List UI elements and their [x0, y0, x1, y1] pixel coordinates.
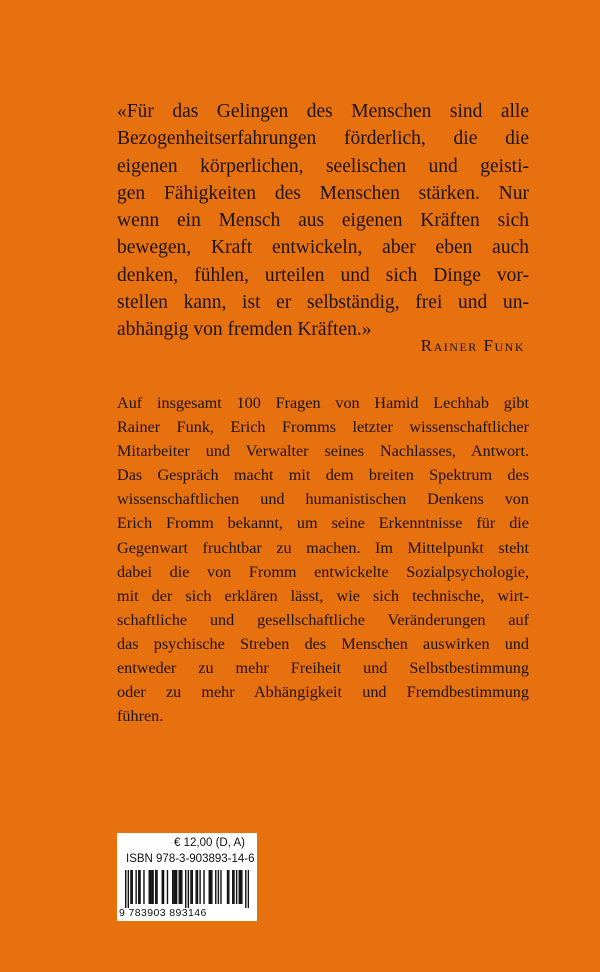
barcode-bar	[128, 870, 129, 908]
barcode-bar	[215, 870, 216, 904]
isbn-label: ISBN 978-3-903893-14-6	[126, 853, 255, 865]
barcode-bar	[195, 870, 196, 904]
barcode-bar	[176, 870, 177, 904]
blurb-line: mit der sich erklären lässt, wie sich technische, wirt-	[117, 586, 529, 605]
blurb-line: schaftliche und gesellschaftliche Veränderungen auf	[117, 610, 529, 629]
quote-line: Bezogenheitserfahrungen förderlich, die die	[117, 128, 529, 150]
barcode-bar	[236, 870, 237, 904]
barcode-bar	[227, 870, 228, 904]
barcode-bar	[125, 870, 126, 908]
blurb-line: das psychische Streben des Menschen auswirken und	[117, 634, 529, 653]
blurb-line: Gegenwart fruchtbar zu machen. Im Mittelpunkt steht	[117, 538, 529, 557]
barcode-bar	[203, 870, 204, 904]
barcode-bar	[152, 870, 153, 904]
quote-block	[117, 98, 529, 344]
barcode-bar	[148, 870, 149, 904]
barcode-bar	[210, 870, 211, 904]
barcode-bar	[248, 870, 249, 908]
quote-line: gen Fähigkeiten des Menschen stärken. Nur	[117, 182, 529, 204]
blurb-line: dabei die von Fromm entwickelte Sozialpsychologie,	[117, 562, 529, 581]
barcode-bar	[211, 870, 212, 904]
barcode-bar	[138, 870, 139, 904]
quote-line: denken, fühlen, urteilen und sich Dinge vor-	[117, 264, 529, 286]
quote-line: abhängig von fremden Kräften.»	[117, 319, 372, 341]
quote-line: bewegen, Kraft entwickeln, aber eben auch	[117, 237, 529, 259]
barcode-bar	[218, 870, 219, 904]
blurb-line: Das Gespräch macht mit dem breiten Spektrum des	[117, 466, 529, 485]
barcode-bar	[245, 870, 246, 908]
blurb-line: Mitarbeiter und Verwalter seines Nachlasses, Antwort.	[117, 442, 529, 461]
barcode-bar	[179, 870, 180, 904]
blurb-line: wissenschaftlichen und humanistischen Denkens von	[117, 490, 529, 509]
barcode-bars	[125, 870, 249, 908]
quote-author: Rainer Funk	[420, 336, 525, 355]
barcode-bar	[175, 870, 176, 904]
blurb-line: oder zu mehr Abhängigkeit und Fremdbestimmung	[117, 683, 529, 702]
barcode-bar	[192, 870, 193, 904]
barcode-bar	[228, 870, 229, 904]
barcode-bar	[209, 870, 210, 904]
barcode-bar	[181, 870, 182, 904]
barcode-bar	[151, 870, 152, 904]
barcode-bar	[188, 870, 189, 908]
barcode-bar	[239, 870, 240, 904]
barcode-bar	[172, 870, 173, 904]
blurb-line: entweder zu mehr Freiheit und Selbstbestimmung	[117, 659, 529, 678]
blurb-line: Rainer Funk, Erich Fromms letzter wissenschaftlicher	[117, 418, 529, 437]
barcode-bar	[167, 870, 168, 904]
barcode-digits: 9 783903 893146	[119, 907, 207, 919]
barcode-bar	[155, 870, 156, 904]
barcode-label	[117, 833, 257, 921]
barcode-bar	[135, 870, 136, 904]
barcode-bar	[185, 870, 186, 908]
barcode-bar	[232, 870, 233, 904]
barcode-bar	[132, 870, 133, 904]
barcode-bar	[241, 870, 242, 904]
quote-line: «Für das Gelingen des Menschen sind alle	[117, 101, 529, 122]
barcode-bar	[197, 870, 198, 904]
quote-line: wenn ein Mensch aus eigenen Kräften sich	[117, 210, 529, 232]
barcode-bar	[139, 870, 140, 904]
price-label: € 12,00 (D, A)	[174, 837, 245, 849]
barcode-bar	[150, 870, 151, 904]
barcode-bar	[143, 870, 144, 904]
barcode-bar	[156, 870, 157, 904]
barcode-bar	[190, 870, 191, 904]
barcode-bar	[180, 870, 181, 904]
barcode-bar	[220, 870, 221, 904]
barcode-bar	[173, 870, 174, 904]
blurb-line: Erich Fromm bekannt, um seine Erkenntnisse für die	[117, 514, 529, 533]
blurb-line: führen.	[117, 707, 164, 726]
blurb-text	[117, 391, 529, 728]
barcode-bar	[240, 870, 241, 904]
barcode-bar	[130, 870, 131, 904]
barcode-bar	[233, 870, 234, 904]
barcode-bar	[162, 870, 163, 904]
barcode-bar	[163, 870, 164, 904]
quote-line: eigenen körperlichen, seelischen und geisti-	[117, 155, 529, 177]
barcode-bar	[199, 870, 200, 904]
quote-line: stellen kann, ist er selbständig, frei und un-	[117, 292, 529, 314]
blurb-line: Auf insgesamt 100 Fragen von Hamid Lechhab gibt	[117, 394, 529, 412]
